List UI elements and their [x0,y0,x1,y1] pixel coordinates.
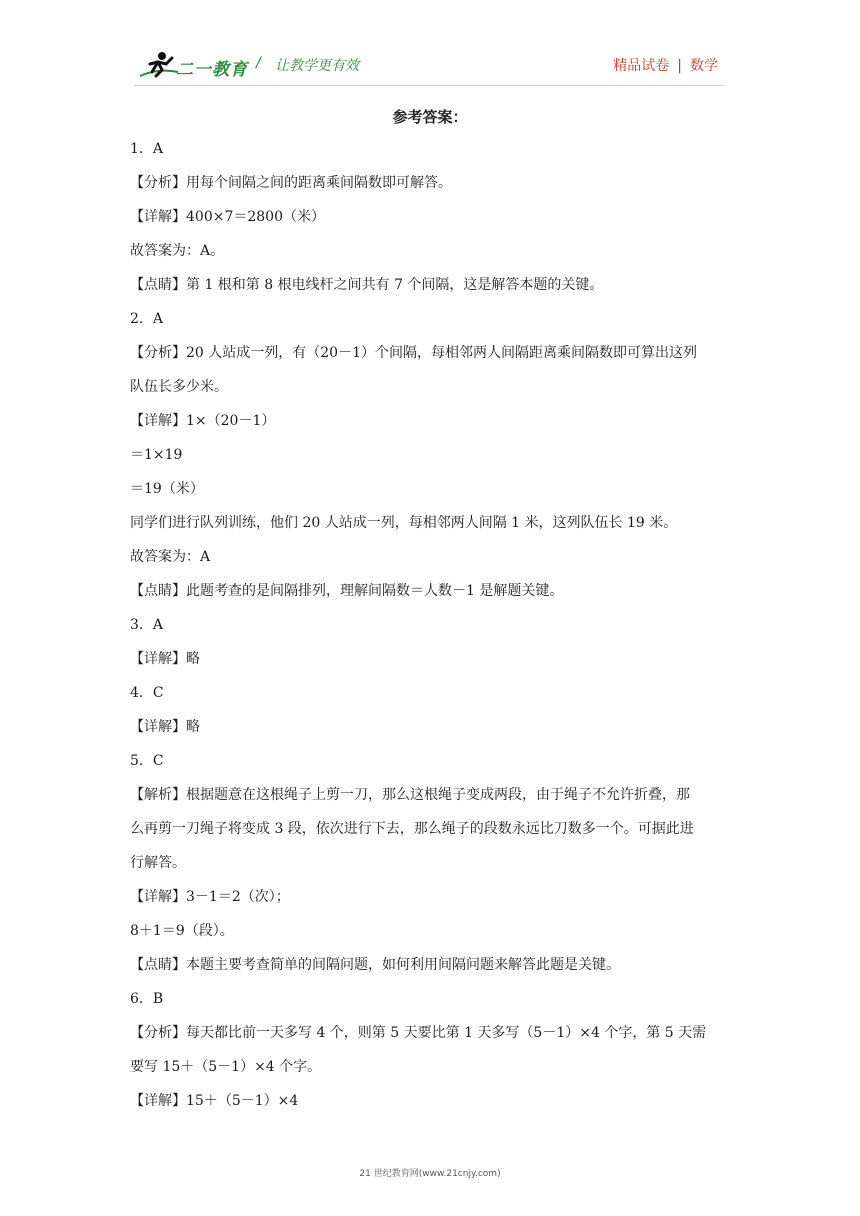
text-line: 1．A [130,141,164,157]
page-header [0,0,860,100]
text-line: 【详解】略 [130,719,200,735]
text-line: 【点睛】本题主要考查简单的间隔问题，如何利用间隔问题来解答此题是关键。 [130,957,620,973]
text-line: 【分析】用每个间隔之间的距离乘间隔数即可解答。 [130,175,452,191]
text-line: 要写 15＋（5－1）×4 个字。 [130,1059,322,1075]
text-line: 4．C [130,685,164,701]
text-line: 【点睛】第 1 根和第 8 根电线杆之间共有 7 个间隔，这是解答本题的关键。 [130,277,604,293]
text-line: 【详解】3－1＝2（次）； [130,889,290,905]
text-line: 5．C [130,753,164,769]
logo-text: 二一教育 [176,60,248,80]
text-line: ＝1×19 [130,447,183,463]
text-line: 3．A [130,617,164,633]
text-line: 故答案为：A [130,549,211,565]
text-line: 6．B [130,991,164,1007]
text-line: 【详解】400×7＝2800（米） [130,209,325,225]
text-line: 么再剪一刀绳子将变成 3 段，依次进行下去，那么绳子的段数永远比刀数多一个。可据此进 [130,821,694,837]
text-line: 【解析】根据题意在这根绳子上剪一刀，那么这根绳子变成两段，由于绳子不允许折叠，那 [130,787,690,803]
text-line: 同学们进行队列训练，他们 20 人站成一列，每相邻两人间隔 1 米，这列队伍长 19 米。 [130,515,678,531]
text-line: ＝19（米） [130,481,204,497]
page-title: 参考答案： [392,108,468,126]
slogan-separator: / [256,55,261,71]
text-line: 行解答。 [130,855,186,871]
text-line: 【分析】20 人站成一列，有（20－1）个间隔，每相邻两人间隔距离乘间隔数即可算出这列 [130,345,697,361]
header-category [613,55,718,75]
slogan: 让教学更有效 [275,58,359,74]
header-subject-label: 数学 [690,58,718,74]
answer-content [130,132,740,1118]
text-line: 【详解】1×（20－1） [130,413,276,429]
text-line: 【详解】15＋（5－1）×4 [130,1093,299,1109]
page-footer: 21 世纪教育网(www.21cnjy.com) [359,1169,501,1179]
text-line: 【详解】略 [130,651,200,667]
text-line: 队伍长多少米。 [130,379,228,395]
header-category-label: 精品试卷 [613,58,670,74]
header-divider [134,85,724,86]
header-category-separator: | [677,58,682,74]
text-line: 8＋1＝9（段）。 [130,923,234,939]
text-line: 故答案为：A。 [130,243,225,259]
text-line: 2．A [130,311,164,327]
text-line: 【点睛】此题考查的是间隔排列，理解间隔数＝人数－1 是解题关键。 [130,583,564,599]
text-line: 【分析】每天都比前一天多写 4 个，则第 5 天要比第 1 天多写（5－1）×4 个字，第 5 天需 [130,1025,707,1041]
